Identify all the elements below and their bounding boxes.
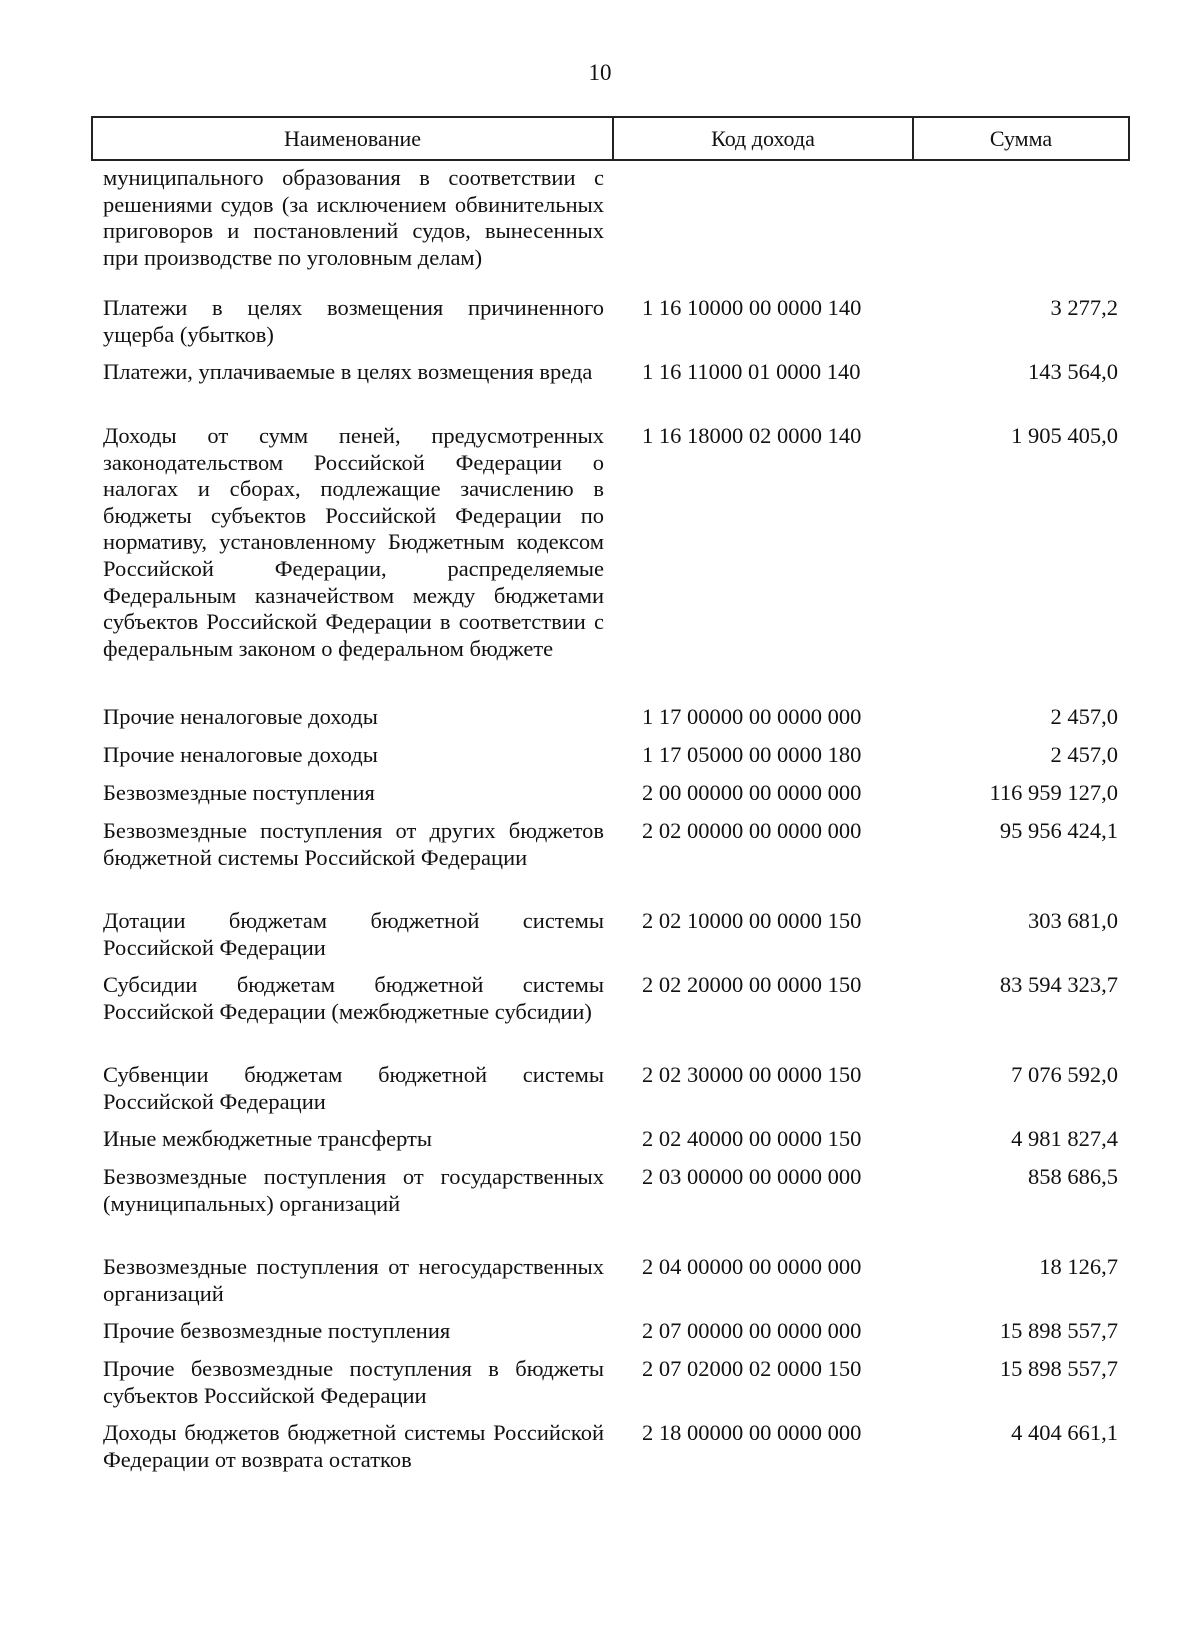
table-row (0, 1318, 1200, 1356)
row-name: Прочие безвозмездные поступления в бюджеты субъектов Российской Федерации (103, 1356, 604, 1408)
row-name: муниципального образования в соответствии с решениями судов (за исключением обвинительных приговоров и постановлений судов, вынесенных при производстве по уголовным делам) (103, 165, 604, 270)
row-name: Иные межбюджетные трансферты (103, 1126, 433, 1151)
header-name: Наименование (93, 118, 614, 159)
row-sum: 1 905 405,0 (1011, 423, 1118, 448)
table-row (0, 1356, 1200, 1420)
row-code: 2 04 00000 00 0000 000 (642, 1254, 862, 1279)
row-sum: 303 681,0 (1028, 908, 1118, 933)
table-row (0, 423, 1200, 704)
row-code: 2 02 10000 00 0000 150 (642, 908, 862, 933)
row-name: Платежи в целях возмещения причиненного ущерба (убытков) (103, 295, 604, 347)
row-name: Субсидии бюджетам бюджетной системы Российской Федерации (межбюджетные субсидии) (103, 972, 604, 1024)
table-row (0, 295, 1200, 359)
row-code: 2 02 30000 00 0000 150 (642, 1062, 862, 1087)
table-row (0, 359, 1200, 423)
row-code: 1 16 18000 02 0000 140 (642, 423, 862, 448)
row-sum: 3 277,2 (1050, 295, 1118, 320)
row-code: 1 16 11000 01 0000 140 (642, 359, 861, 384)
header-sum: Сумма (989, 125, 1053, 151)
table-row (0, 1420, 1200, 1480)
row-sum: 143 564,0 (1028, 359, 1118, 384)
table-header (91, 116, 1130, 161)
row-code: 2 02 40000 00 0000 150 (642, 1126, 862, 1151)
row-code: 1 17 05000 00 0000 180 (642, 742, 862, 767)
row-name: Прочие неналоговые доходы (103, 704, 378, 729)
row-code: 2 00 00000 00 0000 000 (642, 780, 862, 805)
table-row (0, 1164, 1200, 1254)
row-sum: 2 457,0 (1050, 704, 1118, 729)
row-sum: 7 076 592,0 (1011, 1062, 1118, 1087)
page-number: 10 (588, 60, 612, 85)
row-code: 1 17 00000 00 0000 000 (642, 704, 862, 729)
row-sum: 83 594 323,7 (999, 972, 1118, 997)
row-code: 2 07 00000 00 0000 000 (642, 1318, 862, 1343)
row-sum: 95 956 424,1 (999, 818, 1118, 843)
row-sum: 2 457,0 (1050, 742, 1118, 767)
table-row (0, 1126, 1200, 1164)
table-row (0, 165, 1200, 295)
row-sum: 18 126,7 (1039, 1254, 1118, 1279)
header-code: Код дохода (614, 118, 914, 159)
row-name: Безвозмездные поступления (103, 780, 375, 805)
row-code: 2 02 20000 00 0000 150 (642, 972, 862, 997)
row-name: Безвозмездные поступления от государственных (муниципальных) организаций (103, 1164, 604, 1216)
row-name: Безвозмездные поступления от негосударственных организаций (103, 1254, 604, 1306)
row-code: 2 07 02000 02 0000 150 (642, 1356, 862, 1381)
row-name: Прочие неналоговые доходы (103, 742, 378, 767)
row-code: 2 03 00000 00 0000 000 (642, 1164, 862, 1189)
row-sum: 4 981 827,4 (1011, 1126, 1118, 1151)
row-name: Доходы бюджетов бюджетной системы Российской Федерации от возврата остатков (103, 1420, 604, 1472)
row-name: Прочие безвозмездные поступления (103, 1318, 451, 1343)
table-body (0, 165, 1200, 1480)
table-row (0, 972, 1200, 1062)
row-name: Дотации бюджетам бюджетной системы Российской Федерации (103, 908, 604, 960)
row-sum: 116 959 127,0 (989, 780, 1118, 805)
row-name: Безвозмездные поступления от других бюджетов бюджетной системы Российской Федерации (103, 818, 604, 870)
row-name: Субвенции бюджетам бюджетной системы Российской Федерации (103, 1062, 604, 1114)
table-row (0, 1062, 1200, 1126)
row-name: Платежи, уплачиваемые в целях возмещения вреда (103, 359, 593, 384)
table-row (0, 704, 1200, 742)
table-row (0, 818, 1200, 908)
table-row (0, 742, 1200, 780)
row-code: 1 16 10000 00 0000 140 (642, 295, 862, 320)
row-sum: 858 686,5 (1028, 1164, 1118, 1189)
row-sum: 4 404 661,1 (1011, 1420, 1118, 1445)
row-name: Доходы от сумм пеней, предусмотренных законодательством Российской Федерации о налогах и сборах, подлежащие зачислению в бюджеты субъектов Российской Федерации по нормативу, установленному Бюджетным кодексом Российской Федерации, распределяемые Федеральным казначейством между бюджетами субъектов Российской Федерации в соответствии с федеральным законом о федеральном бюджете (103, 423, 604, 661)
row-code: 2 02 00000 00 0000 000 (642, 818, 862, 843)
row-code: 2 18 00000 00 0000 000 (642, 1420, 862, 1445)
table-row (0, 780, 1200, 818)
row-sum: 15 898 557,7 (999, 1356, 1118, 1381)
table-row (0, 1254, 1200, 1318)
table-row (0, 908, 1200, 972)
row-sum: 15 898 557,7 (999, 1318, 1118, 1343)
